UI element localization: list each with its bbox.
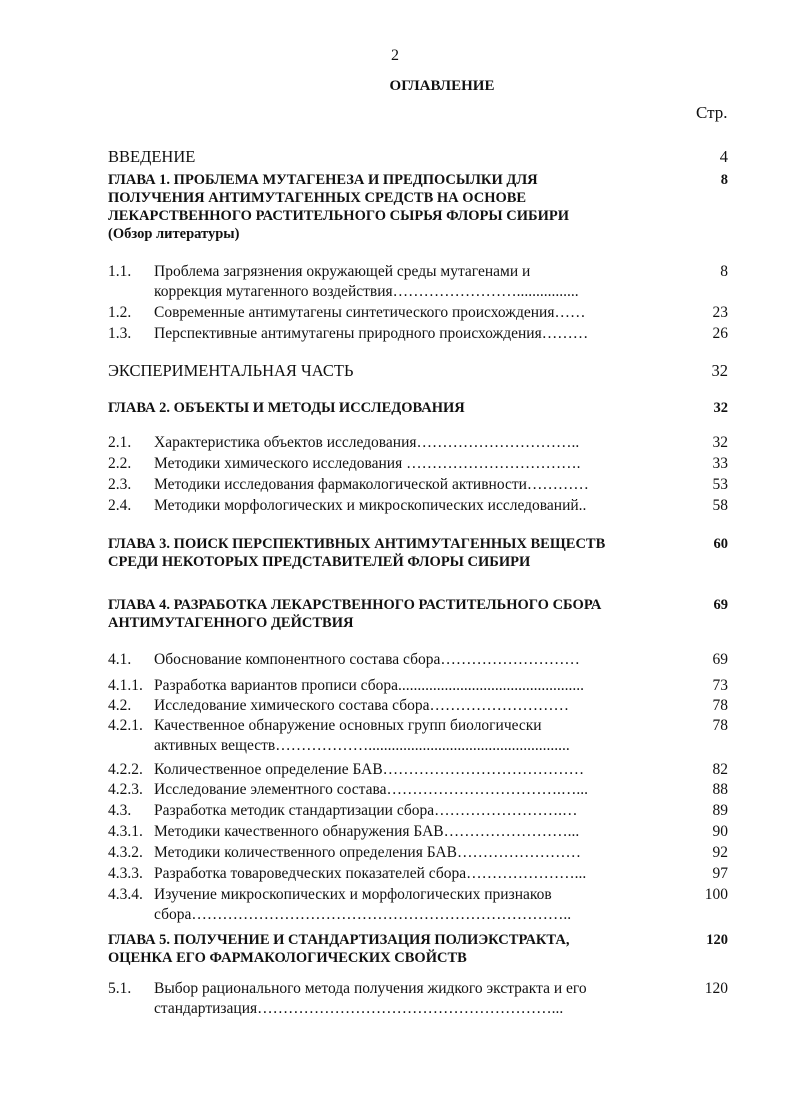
toc-entry-text: Разработка товароведческих показателей сбора…………………... [154, 865, 587, 882]
toc-entry-page: 33 [712, 455, 728, 472]
toc-entry-page: 90 [712, 823, 728, 840]
toc-entry [108, 885, 728, 925]
toc-entry-page: 32 [712, 434, 728, 451]
toc-entry-page: 60 [713, 536, 728, 552]
toc-entry-page: 58 [712, 497, 728, 514]
toc-entry-text: Обоснование компонентного состава сбора……………………… [154, 651, 580, 668]
toc-entry-page: 8 [720, 172, 728, 188]
toc-entry [108, 596, 728, 632]
toc-entry-page: 92 [712, 844, 728, 861]
toc-entry-text: Методики исследования фармакологической активности………… [154, 476, 589, 493]
toc-entry-page: 78 [712, 717, 728, 734]
toc-entry [108, 676, 728, 696]
toc-entry-text: Изучение микроскопических и морфологических признаков [154, 886, 552, 903]
toc-entry-number: 2.3. [108, 476, 132, 493]
toc-entry-text: Выбор рационального метода получения жидкого экстракта и его [154, 980, 587, 997]
toc-entry-text: стандартизация…………………………………………………... [154, 1000, 564, 1017]
toc-entry-text: сбора……………………………………………………………….. [154, 906, 572, 923]
toc-entry-text: Методики количественного определения БАВ…………………… [154, 844, 581, 861]
toc-entry [108, 433, 728, 453]
toc-entry-page: 26 [712, 325, 728, 342]
toc-entry-text: Разработка методик стандартизации сбора…………………….… [154, 802, 578, 819]
toc-entry-number: 2.2. [108, 455, 132, 472]
toc-entry-number: 4.2.1. [108, 717, 143, 734]
toc-entry-number: 4.2.2. [108, 761, 143, 778]
toc-entry [108, 171, 728, 243]
toc-entry-page: 82 [712, 761, 728, 778]
toc-entry-text: СРЕДИ НЕКОТОРЫХ ПРЕДСТАВИТЕЛЕЙ ФЛОРЫ СИБИРИ [108, 554, 531, 570]
toc-entry-text: Исследование химического состава сбора……………………… [154, 697, 569, 714]
toc-entry-number: 4.2. [108, 697, 132, 714]
toc-entry-number: 5.1. [108, 980, 132, 997]
toc-entry [108, 475, 728, 495]
toc-entry [108, 760, 728, 780]
toc-entry-number: 4.3.4. [108, 886, 143, 903]
toc-entry-text: ГЛАВА 2. ОБЪЕКТЫ И МЕТОДЫ ИССЛЕДОВАНИЯ [108, 400, 465, 416]
toc-entry-number: 4.3.1. [108, 823, 143, 840]
toc-entry [108, 931, 728, 967]
toc-entry-number: 4.3.2. [108, 844, 143, 861]
toc-entry-page: 32 [711, 361, 728, 380]
toc-entry-page: 97 [712, 865, 728, 882]
toc-entry [108, 801, 728, 821]
toc-title: ОГЛАВЛЕНИЕ [389, 78, 495, 94]
toc-entry [108, 147, 728, 167]
toc-entry-text: Исследование элементного состава…………………………….…... [154, 781, 588, 798]
toc-entry-page: 8 [720, 263, 728, 280]
toc-entry-number: 4.1.1. [108, 677, 143, 694]
toc-entry-text: ГЛАВА 4. РАЗРАБОТКА ЛЕКАРСТВЕННОГО РАСТИТЕЛЬНОГО СБОРА [108, 597, 602, 613]
toc-entry-page: 78 [712, 697, 728, 714]
toc-entry-number: 1.3. [108, 325, 132, 342]
toc-entry [108, 864, 728, 884]
toc-entry [108, 822, 728, 842]
toc-entry-text: ПОЛУЧЕНИЯ АНТИМУТАГЕННЫХ СРЕДСТВ НА ОСНОВЕ [108, 190, 527, 206]
toc-entry [108, 650, 728, 670]
toc-entry [108, 303, 728, 323]
toc-entry-text: Методики морфологических и микроскопических исследований.. [154, 497, 587, 514]
toc-entry-text: ГЛАВА 3. ПОИСК ПЕРСПЕКТИВНЫХ АНТИМУТАГЕННЫХ ВЕЩЕСТВ [108, 536, 606, 552]
toc-entry [108, 979, 728, 1019]
toc-entry-text: активных веществ……………….................................................... [154, 737, 570, 754]
toc-entry-page: 89 [712, 802, 728, 819]
toc-entry-text: Проблема загрязнения окружающей среды мутагенами и [154, 263, 531, 280]
toc-entry-page: 32 [713, 400, 728, 416]
toc-entry-text: Перспективные антимутагены природного происхождения……… [154, 325, 589, 342]
toc-entry [108, 399, 728, 417]
toc-entry-number: 1.2. [108, 304, 132, 321]
toc-entry-number: 4.2.3. [108, 781, 143, 798]
toc-entry-text: ГЛАВА 5. ПОЛУЧЕНИЕ И СТАНДАРТИЗАЦИЯ ПОЛИЭКСТРАКТА, [108, 932, 570, 948]
toc-entry-page: 23 [712, 304, 728, 321]
toc-entry [108, 262, 728, 302]
toc-entry-page: 69 [712, 651, 728, 668]
toc-entry-text: коррекция мутагенного воздействия……………………................ [154, 283, 579, 300]
toc-entry-number: 1.1. [108, 263, 132, 280]
toc-entry [108, 361, 728, 381]
toc-entry-text: Характеристика объектов исследования………………………….. [154, 434, 580, 451]
toc-entry-number: 2.1. [108, 434, 132, 451]
toc-entry-text: Количественное определение БАВ………………………………… [154, 761, 585, 778]
toc-entry-text: ВВЕДЕНИЕ [108, 147, 196, 166]
toc-entry-number: 2.4. [108, 497, 132, 514]
toc-entry-text: Качественное обнаружение основных групп биологически [154, 717, 542, 734]
toc-entry [108, 716, 728, 756]
toc-entry-page: 120 [706, 932, 728, 948]
toc-entry-number: 4.1. [108, 651, 132, 668]
toc-entry-number: 4.3. [108, 802, 132, 819]
toc-entry-page: 73 [712, 677, 728, 694]
toc-entry [108, 454, 728, 474]
toc-entry-text: Современные антимутагены синтетического происхождения…… [154, 304, 586, 321]
toc-entry [108, 324, 728, 344]
toc-entry-text: ЭКСПЕРИМЕНТАЛЬНАЯ ЧАСТЬ [108, 361, 354, 380]
toc-entry [108, 780, 728, 800]
toc-entry-page: 4 [719, 147, 728, 166]
toc-entry-text: ЛЕКАРСТВЕННОГО РАСТИТЕЛЬНОГО СЫРЬЯ ФЛОРЫ СИБИРИ [108, 208, 570, 224]
page-column-label: Стр. [696, 103, 728, 122]
toc-entry-number: 4.3.3. [108, 865, 143, 882]
page-number: 2 [391, 47, 399, 64]
toc-entry-text: (Обзор литературы) [108, 226, 240, 242]
toc-entry-page: 100 [704, 886, 728, 903]
toc-entry [108, 843, 728, 863]
toc-entry-text: АНТИМУТАГЕННОГО ДЕЙСТВИЯ [108, 615, 354, 631]
toc-entry-text: ГЛАВА 1. ПРОБЛЕМА МУТАГЕНЕЗА И ПРЕДПОСЫЛКИ ДЛЯ [108, 172, 538, 188]
toc-entry-text: ОЦЕНКА ЕГО ФАРМАКОЛОГИЧЕСКИХ СВОЙСТВ [108, 950, 467, 966]
toc-entry-page: 69 [713, 597, 728, 613]
toc-entry [108, 496, 728, 516]
toc-entry [108, 696, 728, 716]
toc-entry-text: Методики качественного обнаружения БАВ……………………... [154, 823, 580, 840]
toc-entry-page: 53 [712, 476, 728, 493]
toc-entry-page: 120 [704, 980, 728, 997]
toc-entry-text: Разработка вариантов прописи сбора................................................ [154, 677, 585, 694]
toc-entry-page: 88 [712, 781, 728, 798]
toc-entry-text: Методики химического исследования ……………………………. [154, 455, 581, 472]
toc-entry [108, 535, 728, 571]
